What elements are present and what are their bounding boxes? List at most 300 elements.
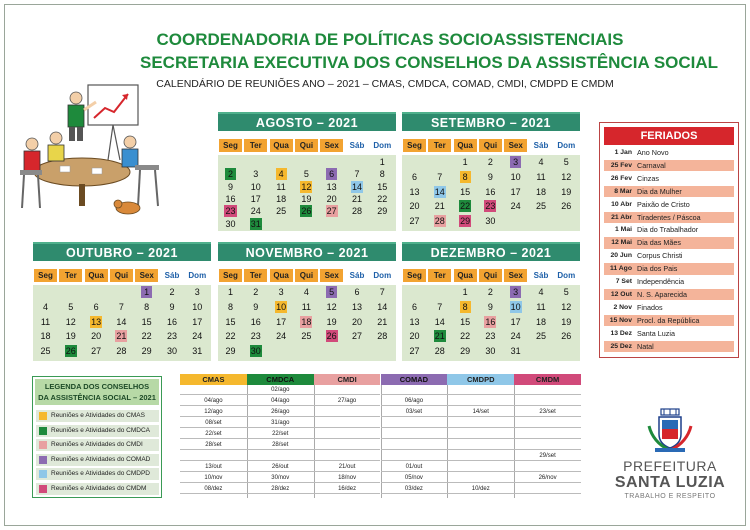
day-number: 6 [411,301,417,312]
calendar-day [530,286,552,299]
calendar-day [505,286,527,299]
calendar-day [136,316,158,329]
calendar-day [429,301,451,314]
day-number: 13 [326,181,337,192]
calendar-day [245,345,267,358]
calendar-day [245,330,267,343]
calendar-day [505,301,527,314]
day-number: 28 [351,206,362,217]
weekday-label: Sáb [161,269,184,282]
holiday-date: 7 Set [615,278,632,285]
calendar-day [295,181,317,194]
calendar-day [35,345,57,358]
calendar-day [404,316,426,329]
calendar-day [404,200,426,213]
calendar-day [429,316,451,329]
day-number: 20 [409,331,420,342]
day-number: 18 [40,331,51,342]
day-number: 5 [563,287,569,297]
calendar-october [33,242,211,358]
weekday-label: Qui [479,269,502,282]
calendar-day [220,218,242,231]
legend-title-line2: DA ASSISTÊNCIA SOCIAL – 2021 [38,393,156,402]
day-number: 6 [354,287,360,297]
day-number: 28 [434,216,445,227]
day-number: 24 [276,331,287,342]
calendar-month-title: SETEMBRO – 2021 [402,112,580,131]
day-number: 18 [535,316,546,327]
table-cell [447,397,514,406]
calendar-day [429,215,451,228]
day-number: 6 [93,301,99,312]
calendar-subtitle: CALENDÁRIO DE REUNIÕES ANO – 2021 – CMAS, CMDCA, COMAD, CMDI, CMDPD E CMDM [156,78,614,90]
legend-label: Reuniões e Atividades do CMDCA [51,426,150,434]
day-number: 30 [225,218,236,229]
legend-swatch [39,456,47,464]
table-cell [314,419,381,428]
table-header-cmdca: CMDCA [247,374,314,385]
legend-box [32,376,162,498]
logo-prefeitura: PREFEITURA [623,458,717,474]
table-cell: 04/ago [247,397,314,406]
holiday-row [604,315,734,327]
holiday-row [604,237,734,249]
calendar-day [479,345,501,358]
calendar-day [270,330,292,343]
legend-label: Reuniões e Atividades do COMAD [51,455,151,463]
legend-item [36,410,159,422]
day-number: 5 [68,301,74,312]
weekday-label: Qua [454,139,477,152]
holiday-date: 20 Jun [610,252,632,260]
weekday-label: Qua [454,269,477,282]
calendar-day [295,286,317,299]
calendar-day [186,330,208,343]
table-cell [314,441,381,450]
weekday-label: Dom [555,269,578,282]
table-cell: 22/set [180,430,247,439]
weekday-label: Qua [270,269,293,282]
weekday-label: Ter [428,139,451,152]
table-cell: 31/ago [247,419,314,428]
holiday-date: 15 Nov [609,316,632,324]
calendar-december [402,242,580,358]
table-cell [314,430,381,439]
calendar-day [555,330,577,343]
calendar-day [35,330,57,343]
calendar-day [479,156,501,169]
day-number: 28 [434,346,445,357]
table-cell [447,419,514,428]
day-number: 27 [326,206,337,217]
day-number: 4 [276,168,287,180]
legend-item [36,468,159,480]
day-number: 10 [276,301,287,312]
calendar-day [404,301,426,314]
day-number: 19 [65,331,76,342]
day-number: 31 [192,346,203,357]
weekday-label: Qui [110,269,133,282]
day-number: 15 [460,186,471,197]
weekday-header [33,269,211,282]
day-number: 3 [194,287,200,297]
calendar-day [321,193,343,206]
calendar-day [136,301,158,314]
day-number: 12 [561,171,572,182]
calendar-day [530,330,552,343]
calendar-day [161,301,183,314]
calendar-september [402,112,580,228]
holiday-row [604,328,734,340]
day-number: 7 [354,169,360,180]
table-cell [180,452,247,461]
day-number: 9 [169,301,175,312]
day-number: 22 [377,193,388,204]
table-cell: 28/set [247,441,314,450]
calendar-day [454,156,476,169]
calendar-day [245,301,267,314]
calendar-day [110,301,132,314]
day-number: 21 [351,193,362,204]
calendar-day [295,316,317,329]
day-number: 2 [253,287,259,297]
calendar-day [186,301,208,314]
weekday-label: Ter [59,269,82,282]
calendar-day [346,205,368,218]
calendar-day [505,171,527,184]
calendar-day [60,316,82,329]
day-number: 20 [351,316,362,327]
day-number: 1 [462,287,468,297]
holiday-row [604,289,734,301]
calendar-day [186,286,208,299]
day-number: 6 [411,171,417,182]
day-number: 8 [460,171,471,183]
calendar-day [220,330,242,343]
calendar-day [479,286,501,299]
calendar-day [429,171,451,184]
title-secretaria: SECRETARIA EXECUTIVA DOS CONSELHOS DA ASSISTÊNCIA SOCIAL [140,53,719,72]
calendar-day [371,156,393,169]
calendar-day [505,330,527,343]
day-number: 20 [326,193,337,204]
table-cell: 21/out [314,463,381,472]
day-number: 14 [116,316,127,327]
calendar-day [404,215,426,228]
holiday-row [604,276,734,288]
day-number: 27 [351,331,362,342]
table-cell: 18/nov [314,474,381,483]
calendar-day [295,301,317,314]
day-number: 29 [377,206,388,217]
day-number: 1 [462,157,468,167]
table-cell [381,419,448,428]
table-header-cmdpd: CMDPD [447,374,514,385]
calendar-day [479,330,501,343]
holiday-date: 12 Out [610,290,632,298]
calendar-day [346,168,368,181]
legend-swatch [39,412,47,420]
holiday-date: 2 Nov [613,303,632,311]
day-number: 25 [535,201,546,212]
table-cell: 27/ago [314,397,381,406]
calendar-day [270,181,292,194]
table-cell [514,485,581,494]
holiday-row [604,186,734,198]
day-number: 10 [250,181,261,192]
table-cell: 05/nov [381,474,448,483]
calendar-day [371,316,393,329]
weekday-label: Sex [504,139,527,152]
weekday-label: Qua [85,269,108,282]
calendar-month-title: DEZEMBRO – 2021 [402,242,580,261]
legend-item [36,439,159,451]
day-number: 4 [303,287,309,297]
calendar-day [321,168,343,181]
calendar-day [186,345,208,358]
weekday-label: Qui [295,139,318,152]
weekday-label: Ter [244,269,267,282]
day-number: 12 [65,316,76,327]
day-number: 27 [91,346,102,357]
calendar-day [220,286,242,299]
calendar-november [218,242,396,358]
calendar-day [454,286,476,299]
day-number: 24 [250,206,261,217]
day-number: 29 [460,346,471,357]
holidays-box [599,122,739,358]
calendar-day [295,168,317,181]
calendar-day [321,286,343,299]
day-number: 10 [510,301,521,312]
table-cell: 29/set [514,452,581,461]
calendar-grid [218,285,396,361]
holiday-date: 1 Mai [615,226,632,234]
calendar-month-title: NOVEMBRO – 2021 [218,242,396,261]
table-cell: 23/set [514,408,581,417]
day-number: 4 [538,287,544,297]
day-number: 7 [437,301,443,312]
holiday-name: Natal [637,341,654,351]
legend-title [35,379,159,405]
legend-item [36,454,159,466]
calendar-day [371,330,393,343]
calendar-day [346,286,368,299]
calendar-day [295,205,317,218]
day-number: 7 [437,171,443,182]
day-number: 18 [535,186,546,197]
table-cell: 16/dez [314,485,381,494]
weekday-label: Sex [320,269,343,282]
day-number: 11 [276,181,286,192]
day-number: 29 [225,346,236,357]
calendar-day [245,168,267,181]
day-number: 22 [141,331,152,342]
holiday-date: 11 Ago [609,265,632,273]
calendar-day [530,200,552,213]
day-number: 24 [510,201,521,212]
day-number: 19 [561,186,572,197]
day-number: 14 [377,301,388,312]
logo-santa-luzia: SANTA LUZIA [614,474,726,491]
table-cell [447,430,514,439]
calendar-day [321,330,343,343]
table-cell [381,386,448,395]
holiday-date: 26 Fev [610,174,632,182]
calendar-day [85,345,107,358]
calendar-day [85,301,107,314]
calendar-day [371,301,393,314]
calendar-day [295,330,317,343]
holidays-title: FERIADOS [604,127,734,145]
day-number: 8 [379,169,385,180]
calendar-day [454,301,476,314]
day-number: 9 [253,301,259,312]
table-header-cmas: CMAS [180,374,247,385]
calendar-day [85,316,107,329]
table-cell: 26/ago [247,408,314,417]
day-number: 31 [250,218,261,229]
calendar-day [270,193,292,206]
calendar-day [371,286,393,299]
day-number: 23 [166,331,177,342]
calendar-day [245,181,267,194]
calendar-day [270,168,292,181]
calendar-day [454,200,476,213]
calendar-day [161,286,183,299]
holiday-date: 12 Mai [611,239,632,247]
calendar-day [505,316,527,329]
table-cell [381,430,448,439]
weekday-label: Seg [219,139,242,152]
day-number: 1 [227,287,233,297]
calendar-day [110,316,132,329]
day-number: 26 [561,331,572,342]
legend-label: Reuniões e Atividades do CMDI [51,441,143,448]
calendar-day [270,205,292,218]
day-number: 2 [169,287,175,297]
holiday-date: 21 Abr [611,213,632,221]
day-number: 20 [91,331,102,342]
holiday-name: Dia do Trabalhador [637,225,699,235]
day-number: 2 [487,287,493,297]
calendar-grid [402,155,580,231]
day-number: 23 [250,331,261,342]
legend-swatch [39,427,47,435]
day-number: 2 [487,157,493,167]
day-number: 16 [166,316,177,327]
table-cell [314,408,381,417]
day-number: 21 [116,331,127,342]
weekday-label: Sáb [530,139,553,152]
legend-label: Reuniões e Atividades do CMDM [51,484,147,492]
holiday-name: Finados [637,302,663,312]
table-cell: 26/nov [514,474,581,483]
day-number: 14 [434,186,445,197]
legend-label: Reuniões e Atividades do CMDPD [51,470,150,477]
table-cell [381,441,448,450]
day-number: 3 [278,287,284,297]
table-cell: 13/out [180,463,247,472]
day-number: 21 [377,316,388,327]
calendar-day [85,330,107,343]
weekday-label: Ter [244,139,267,152]
day-number: 30 [250,346,261,357]
day-number: 16 [485,316,496,327]
weekday-header [218,139,396,152]
day-number: 17 [510,316,521,327]
calendar-day [371,205,393,218]
calendar-day [136,330,158,343]
holiday-name: Procl. da República [637,315,700,325]
calendar-day [530,316,552,329]
holiday-date: 13 Dez [610,329,632,337]
holiday-name: Independência [637,277,685,286]
day-number: 26 [561,201,572,212]
meetings-table [180,374,581,498]
day-number: 10 [192,301,203,312]
holiday-row [604,224,734,236]
weekday-label: Dom [555,139,578,152]
day-number: 12 [561,301,572,312]
calendar-day [60,345,82,358]
holiday-row [604,199,734,211]
weekday-label: Seg [403,139,426,152]
day-number: 1 [141,286,152,298]
table-cell: 28/set [180,441,247,450]
calendar-day [220,168,242,181]
calendar-day [530,171,552,184]
weekday-label: Sáb [346,139,369,152]
day-number: 9 [487,171,493,182]
holiday-date: 25 Fev [610,161,632,169]
calendar-day [321,181,343,194]
calendar-day [530,301,552,314]
day-number: 26 [301,206,312,217]
calendar-day [371,168,393,181]
day-number: 31 [510,346,521,357]
title-coordenadoria: COORDENADORIA DE POLÍTICAS SOCIOASSISTENCIAIS [156,30,624,49]
day-number: 15 [377,181,388,192]
table-cell [447,463,514,472]
holiday-row [604,147,734,159]
calendar-day [245,316,267,329]
calendar-day [404,186,426,199]
day-number: 23 [485,331,496,342]
holiday-name: Corpus Christi [637,251,683,261]
calendar-day [321,205,343,218]
holiday-date: 10 Abr [611,200,632,208]
calendar-day [555,200,577,213]
day-number: 29 [460,216,471,227]
calendar-day [555,286,577,299]
table-cell: 02/ago [247,386,314,395]
day-number: 29 [141,346,152,357]
table-cell [314,386,381,395]
day-number: 19 [326,316,337,327]
day-number: 13 [351,301,362,312]
table-header-cmdi: CMDI [314,374,381,385]
calendar-day [479,200,501,213]
calendar-day [220,205,242,218]
day-number: 15 [460,316,471,327]
calendar-day [454,171,476,184]
day-number: 11 [536,171,546,182]
day-number: 2 [225,168,236,180]
calendar-day [346,330,368,343]
day-number: 8 [227,301,233,312]
day-number: 15 [141,316,152,327]
